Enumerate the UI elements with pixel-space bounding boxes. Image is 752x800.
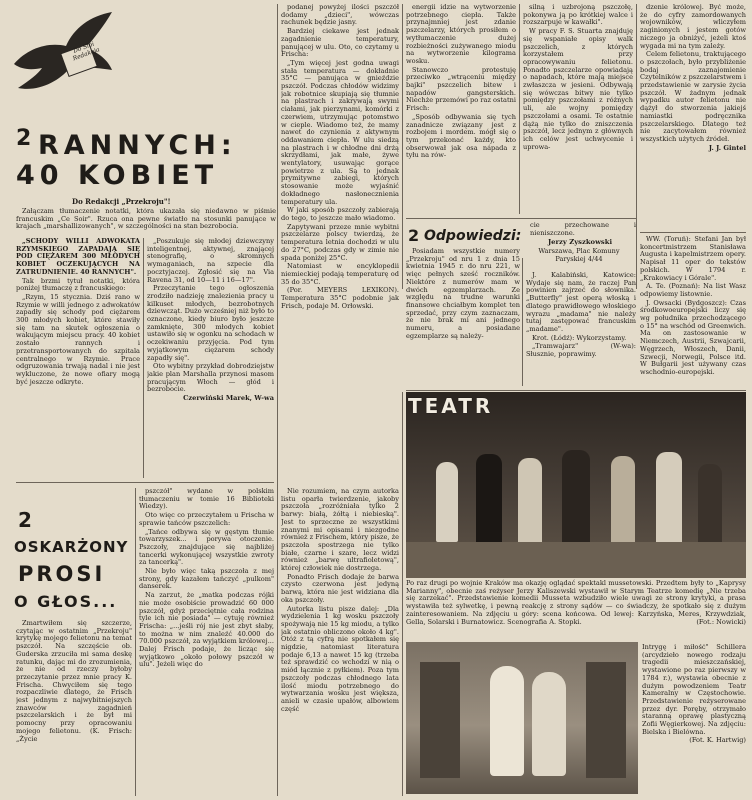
theatre-photo-bottom	[406, 642, 638, 794]
teatr-title: TEATR	[408, 394, 494, 418]
col1-para2: „Rzym, 15 stycznia. Dziś rano w Rzymie w willi jednego z adwokatów zapadły się schody pod ciężarem 300 młodych kobiet, które stawiły się tam na skutek ogłoszenia o wakującym miejscu pracy. 40 kobiet zostało rannych i przetransportowanych do szpitala centralnego w Rzymie. Prace odgruzowania trwają nadal i nie jest wykluczone, że nowe ofiary mogą być jeszcze odkryte.	[16, 292, 140, 386]
headline-bottom: 40 KOBIET	[16, 160, 219, 191]
divider	[406, 218, 636, 219]
col8-para2: Oto więc co przeczytałem u Frischa w sprawie tańców pszczelich:	[139, 511, 274, 527]
odpowiedzi-icon-2: 2	[408, 226, 420, 245]
col2-para2: Przeczytanie tego ogłoszenia zrodziło nadzieję znalezienia pracy u kilkuset młodych, bezrobotnych dziewcząt. Dużo wcześniej niż było to oznaczone, kiedy biuro było jeszcze zamknięte, 300 młodych kobiet ustawiło się w ogonku na schodach w oczekiwaniu przyjęcia. Pod tym wyjątkowym ciężarem schody zapadły się".	[147, 284, 274, 362]
col6-para1: dzenie królowej. Być może, że do cyfry zamordowanych wojowników, wliczyłem zaginionych i jestem gotów niczego ja obniżyć, jeżeli ktoś wygada mi na tym zależy.	[640, 4, 746, 50]
col3-para1: podanej powyżej ilości pszczół dodamy „dzieci", wówczas rachunek będzie jasny.	[281, 4, 399, 27]
headline-icon-2: 2	[16, 126, 32, 151]
col9-para2: Ponadto Frisch dodaje że barwa czysto czerwona jest jedyną barwą, która nie jest widziana dla oka pszczoły.	[281, 572, 399, 604]
col8-para5: Na zarzut, że „matka podczas rójki nie może osobiście prowadzić 60 000 pszczół, gdyż przeciętnie cała rodzina tyle ich nie posiada" — cytuję również Frischa: „...jeśli rój nie jest zbyt słaby, to można w nim znaleźć 40.000 do 70.000 pszczół, za wyjątkiem królowej... Dalej Frisch podaje, że licząc się wyjątkowo „około połowy pszczół w ulu". Jeżeli więc do	[139, 591, 274, 669]
teatr-caption-1	[406, 580, 746, 626]
col5-para2: W pracy F. S. Stuarta znajduję się wspaniałe opisy walk pszczelich, z których korzystałem przy opracowywaniu felietonu. Ponadto pszczelarze opowiadają o napadach, które mają miejsce zwłaszcza w jesieni. Odbywają się wówczas bitwy nie tylko pomiędzy pszczołami z różnych uli, ale wojny pomiędzy pszczołami a osami. Te ostatnie dążą nie tylko do zniszczenia pszczół, lecz jednym z głównych ich celów jest uchwycenie i uprowa-	[523, 27, 633, 151]
divider	[402, 4, 403, 289]
theatre-photo-top	[406, 392, 746, 578]
column-right-answers	[640, 236, 746, 386]
odp-sig-name: Jerzy Zyszkowski	[547, 238, 613, 246]
col1-para1: Tak brzmi tytuł notatki, która poniżej tłumaczę z francuskiego:	[16, 276, 140, 293]
col4-para1: energii idzie na wytworzenie potrzebnego ciepła. Także przynajmniej jest zdanie pszczelarzy, których prosiłem o wytłumaczenie dużej rozbieżności zużywanego miodu na wytworzenie kilograma wosku.	[406, 4, 516, 65]
divider	[406, 390, 746, 391]
badge-text: Do Sloi Redakcja	[71, 40, 101, 63]
odp-para1: Posiadam wszystkie numery „Przekroju" od nru 1 z dnia 15 kwietnia 1945 r. do nru 221, w więc pełnych sześć roczników. Niektóre z numerów mam w dwóch egzemplarzach. Ze względu na trudne warunki finansowe chciałbym komplet ten sprzedać, przy czym zaznaczam, że nie brak mi ani jednego numeru, a posiadane egzemplarze są należy-	[406, 248, 520, 340]
col3-para2: Bardziej ciekawe jest jednak zagadnienie temperatury, panującej w ulu. Oto, co czytamy u Frischa:	[281, 27, 399, 59]
col3-para3: „Tym więcej jest godna uwagi stała temperatura — dokładnie 35°C — panująca w gnieździe pszczół. Podczas chłodów widzimy jak robotnice skupiają się tłumnie na plastrach i zakrywają swymi ciałami, jak pierzynami, komórki z czerwiem, utrzymując potomstwo w cieple. Wiadomo też, że mamy nawet do czynienia z aktywnym oddawaniem ciepła. W ulu siedzą na plastrach i w chłodne dni drżą skrzydłami, jak małe, żywe wentylatory, usuwając gorące powietrze z ula. Są to jednak prymitywne zabiegi, których stosowanie może wyjaśnić dokładnego nasłonecznienia temperatury ula.	[281, 58, 399, 206]
col6-signature: J. J. Gintel	[708, 143, 746, 152]
col6-para2: Celem felietonu, traktującego o pszczołach, było przybliżenie bodaj zaznajomienie Czytelników z pszczelarstwem i przedstawienie w zarysie życia pszczół. W żadnym jednak wypadku autor felietonu nie dążył do stworzenia jakiejś namiastki podręcznika pszczelarskiego. Dlatego też nie zacytowałem również wszystkich użytych źródeł.	[640, 50, 746, 143]
odp-ans2: Krot. (Łódź): Wykorzystamy.	[532, 333, 627, 342]
column-5	[523, 4, 633, 214]
column-2	[147, 238, 274, 478]
divider	[402, 392, 403, 796]
col3-signature: (Por. MEYERS LEXIKON). Temperatura 35°C podobnie jak Frisch, podaje M. Orłowski.	[281, 286, 399, 310]
odpowiedzi-body	[406, 248, 520, 386]
divider	[277, 4, 278, 796]
col2-para1: „Poszukuje się młodej dziewczyny inteligentnej, aktywnej, znającej stenografię, o skromnych wymaganiach, na szpecie dla pocztyjaczej. Zgłosić się na Via Ravena 31, od 10—11 i 16—17".	[147, 238, 274, 284]
odp-sig-address: Warszawa, Plac Komuny Paryskiej 4/44	[538, 247, 620, 263]
divider	[519, 4, 520, 214]
col4-para3: „Sposób odbywania się tych zanadnicze związany jest z rozbojem i mordem. mógł się o tym przekonać każdy, kto obserwował jak osa nápada z tyłu na rów-	[406, 112, 516, 160]
oskarzony-body	[16, 620, 132, 796]
teatr-credit-2: (Fot. K. Hartwig)	[689, 736, 746, 745]
col3-para4: W jaki sposób pszczoły zabierają do tego, to jeszcze mało wiadomo.	[281, 206, 399, 222]
column-3	[281, 4, 399, 484]
column-9	[281, 488, 399, 796]
odp-ans3: „Tramwajarz" (W-wa): Słusznie, poprawimy.	[526, 342, 636, 359]
col9-para3: Autorka listu pisze dalej: „Dla wydzielenia 1 kg wosku pszczoły spożywają nie 15 kg miodu, a tylko jak ostatnio obliczono około 4 kg". Otóż z tą cyfrą nie spotkałem się nigdzie, natomiast literatura podaje 6,13 a nawet 15 kg (trzeba też sprawdzić co wchodzi w nią o miód łącznie z pyłkiem). Poza tym pszczoły podczas chłodnego lata ilość miodu potrzebnego do wytwarzania wosku jest większa, anieli w czasie upałów, albowiem część	[281, 604, 399, 713]
oskarzony-headline-2: PROSI	[18, 562, 106, 586]
odpowiedzi-title: Odpowiedzi:	[424, 228, 522, 244]
divider	[16, 482, 274, 483]
col2-para3: Oto wybitny przykład dobrodziejstw jakie plan Marshalla przynosi masom pracującym Włoch — głód i bezrobocie.	[147, 362, 274, 394]
column-1	[16, 238, 140, 478]
col8-para4: Nie było więc taką pszczoła z mej strony, gdy kazałem tańczyć „pulkom" danserek.	[139, 567, 274, 591]
lead-paragraph	[16, 208, 276, 232]
right-ans3: J. Owsacki (Bydgoszcz): Czas środkowoeuropejski liczy się wg południka przechodzącego o 15° na wschód od Greenwich. Ma on zastosowanie w Niemczech, Austrii, Szwajcarii, Węgrzech, Włoszech, Danii, Szwecji, Norwegii, Polsce itd. W Bułgarii jest używany czas wschodnio-europejski.	[640, 298, 746, 376]
osk-para1: Zmartwiłem się szczerze, czytając w ostatnim „Przekroju" krytykę mojego felietonu na temat pszczół. Na szczęście ob. Guderska zrzuciła mi sama deskę ratunku, dając mi do zrozumienia, że nie od rzeczy byłoby przeczytanie przez mnie pracy K. Frischa. Chwyciłem się tego rozpaczliwie dlatego, że Frisch jest jednym z najwybitniejszych znawców zagadnień pszczelarskich i że był mi pomocny przy opracowaniu mojego felietonu. (K. Frisch: „Życie	[16, 620, 132, 743]
teatr-caption-1-text: Po raz drugi po wojnie Kraków ma okazję oglądać spektakl mussetowski. Przedtem były to „Kaprysy Marianny", obecnie zaś reżyser Jerzy Kaliszewski wystawił w Starym Teatrze komedię „Nie trzeba się zarzekać". Przedstawienie komedii Musseta wzbudziło wiele uwagi ze strony krytyki, a prasa wystawiła też sylwetkę, i pewną reakcję z strony sądów — co świadczy, że spotkało się z dużym zainteresowaniem. Na zdjęciu u góry: scena końcowa. Od lewej: Karzyńska, Meres, Krzywdziak, Gella, Solarski i Burnatowicz. Scenografia A. Stopki.	[406, 579, 746, 626]
byline: Do Redakcji „Przekroju"!	[72, 197, 171, 206]
odp-ans1: J. Kalabiński, Katowice: Wydaje się nam, że raczej Pan powinien zajrzeć do słownika. „Butterfly" jest operą włoską i dlatego prawidłowego włoskiego wyrazu „madama" nie należy tutaj zastępować francuskim „madame".	[526, 272, 636, 333]
col8-para3: „Tańce odbywa się w gęstym tłumie towarzyszek... i porywa otoczenie. Pszczoły, znajdujące się najbliżej tancerki wykonującej wszystkie zwroty za tancerką".	[139, 527, 274, 567]
col2-signature: Czerwiński Marek, W-wa	[183, 394, 274, 403]
teatr-credit-1: (Fot.: Nowicki)	[696, 617, 746, 626]
col9-para1: Nie rozumiem, na czym autorka listu oparła twierdzenie, jakoby pszczoła „rozróżniała tylko 2 barwy: białą, żółtą i niebieską". Jest to sprzeczne ze wszystkimi znanymi mi opisami i niezgodne również z Frischem, który pisze, że pszczoła spostrzega nie tylko białe, czarne i szare, lecz widzi również „barwę ultrafioletową", której człowiek nie dostrzega.	[281, 488, 399, 573]
col8-para1: pszczół" wydane w polskim tłumaczeniu w tomie 16 Biblioteki Wiedzy).	[139, 488, 274, 511]
col4-para2: Stanowczo protestuję przeciwko „wtrąceniu między bajki" pszczelich bitew i napadów gangsterskich. Niechże przemówi po raz ostatni Frisch:	[406, 65, 516, 113]
teatr-caption-2-text: Intrygę i miłość" Schillera (arcydzieło nowego rodzaju tragedii mieszczańskiej, wystawione po raz pierwszy w 1784 r.), wystawia obecnie z dużym powodzeniem Teatr Kameralny w Częstochowie. Przedstawienie reżyserowane przez dyr. Poręby, otrzymało staranną oprawę plastyczną Zofii Węgierkowej. Na zdjęciu: Bielska i Bielówna.	[642, 644, 746, 736]
column-4	[406, 4, 516, 214]
right-ans2: A. Te. (Poznań): Na list Wasz odpowiemy listownie.	[640, 282, 746, 298]
column-6	[640, 4, 746, 230]
col3-para6: Natomiast w encyklopedii niemieckiej podają temperaturę od 35 do 35°C.	[281, 262, 399, 286]
divider	[522, 258, 523, 386]
col5-para1: silną i uzbrojoną pszczołę, pokonywa ją po krótkiej walce i rozszarpuje w kawałki".	[523, 4, 633, 27]
oskarzony-headline-1: OSKARŻONY	[14, 538, 129, 556]
odp-cont-text: cie przechowane i nieniszczone.	[530, 222, 636, 237]
col3-para5: Zapytywani przeze mnie wybitni pszczelarze polscy twierdzą, że temperatura letnia dochodzi w ulu do 27°C, podczas gdy w zimie nie spada poniżej 25°C.	[281, 222, 399, 262]
column-8	[139, 488, 274, 796]
quote-headline: „SCHODY WILLI ADWOKATA RZYMSKIEGO ZAPADAJĄ SIĘ POD CIĘŻAREM 300 MŁODYCH KOBIET OCZEKUJĄCYCH NA ZATRUDNIENIE. 40 RANNYCH".	[16, 238, 140, 276]
right-ans1: WW. (Toruń): Stefani Jan był koncertmistrzem Stanisława Augusta i kapelmistrzem opery. Napisał 11 oper do tekstów polskich. W 1794 r. „Krakowiacy i Górale".	[640, 236, 746, 282]
divider	[135, 488, 136, 796]
divider	[640, 232, 746, 233]
divider	[636, 4, 637, 289]
odpowiedzi-answers	[526, 272, 636, 388]
divider	[143, 238, 144, 478]
oskarzony-icon-2: 2	[18, 508, 32, 532]
headline-top: RANNYCH:	[38, 130, 237, 161]
oskarzony-headline-3: O GŁOS...	[14, 592, 118, 611]
teatr-caption-2	[642, 644, 746, 784]
lead-text: Załączam tłumaczenie notatki, która ukazała się niedawno w piśmie francuskim „Ce Soir". Rzuca ona pewne światło na stosunki panujące w krajach „marshallizowanych", w szczególności na stan bezrobocia.	[16, 208, 276, 231]
